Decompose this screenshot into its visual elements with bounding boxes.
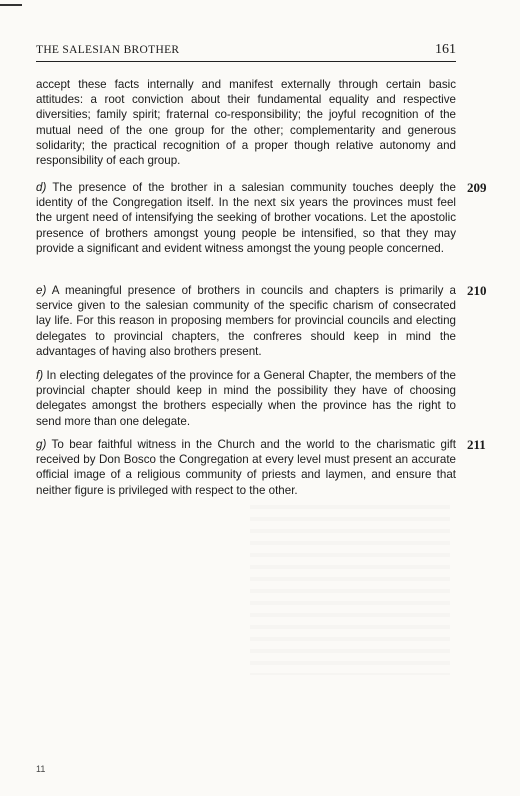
- paragraph-text: accept these facts internally and manifest externally through certain basic attitudes: a root conviction about their fundamental equality and respective diversities; family spirit; fraternal co-responsibility; the joyful recognition of the mutual need of the one group for the other; complementarity and generous solidarity; the practical recognition of a proper though relative autonomy and responsibility of each group.: [36, 78, 456, 168]
- article-number: 211: [467, 437, 486, 452]
- paragraph-text: A meaningful presence of brothers in councils and chapters is primarily a service given to the salesian community of the specific charism of consecrated lay life. For this reason in proposing members for provincial councils and electing delegates to provincial chapters, the confreres should keep in mind the advantages of having also brothers present.: [36, 284, 456, 358]
- paragraph-text: To bear faithful witness in the Church and the world to the charismatic gift received by Don Bosco the Congregation at every level must present an accurate official image of a religious community of priests and laymen, and ensure that neither figure is privileged with respect to the other.: [36, 438, 457, 497]
- paragraph-continuation: [36, 77, 456, 168]
- show-through-texture: [250, 505, 450, 675]
- page-number: 161: [435, 42, 456, 57]
- paragraph-marker: f): [36, 369, 44, 382]
- signature-mark: 11: [36, 764, 46, 774]
- paragraph-e: [36, 283, 456, 359]
- article-number: 210: [467, 283, 487, 298]
- paragraph-marker: e): [36, 284, 47, 297]
- scan-edge-mark: [0, 4, 22, 6]
- running-head: [36, 43, 456, 62]
- paragraph-f: [36, 368, 456, 429]
- running-title: THE SALESIAN BROTHER: [36, 44, 180, 56]
- paragraph-d: [36, 180, 456, 256]
- paragraph-text: In electing delegates of the province for a General Chapter, the members of the provincial chapter should keep in mind the possibility they have of choosing delegates amongst the brothers especially when the province has the right to send more than one delegate.: [36, 369, 456, 428]
- paragraph-marker: g): [36, 438, 47, 451]
- article-number: 209: [467, 180, 487, 195]
- paragraph-g: [36, 437, 456, 498]
- paragraph-text: The presence of the brother in a salesian community touches deeply the identity of the Congregation itself. In the next six years the provinces must feel the urgent need of intensifying the seeking of brother vocations. Let the apostolic presence of brothers amongst young people be intensified, so that they may provide a significant and evident witness amongst the young people concerned.: [36, 181, 456, 255]
- paragraph-marker: d): [36, 181, 47, 194]
